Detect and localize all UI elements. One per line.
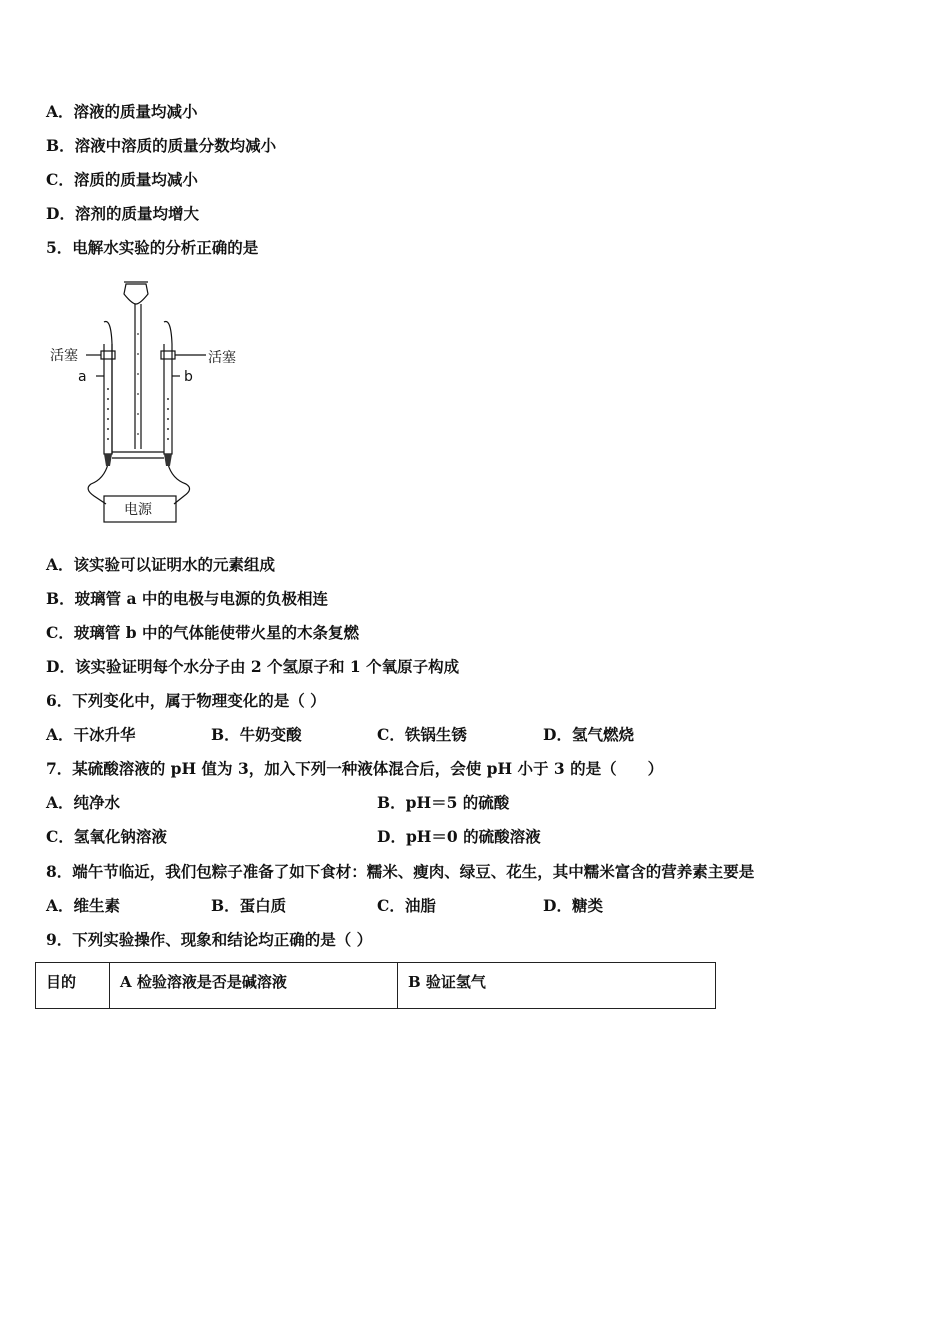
- q9-stem: 9．下列实验操作、现象和结论均正确的是（ ）: [46, 930, 373, 949]
- q8-stem: 8．端午节临近，我们包粽子准备了如下食材：糯米、瘦肉、绿豆、花生，其中糯米富含的营养素主要是: [46, 862, 755, 881]
- q8-option-a: A．维生素: [46, 896, 121, 915]
- stopcock-right-valve: [161, 351, 175, 359]
- q6-option-a: A．干冰升华: [46, 725, 136, 744]
- q5-option-d: D．该实验证明每个水分子由 2 个氢原子和 1 个氧原子构成: [46, 657, 460, 676]
- tube-b-label: b: [184, 369, 193, 385]
- stopcock-left-label: 活塞: [50, 348, 78, 364]
- table-row: [36, 963, 716, 1009]
- q7-option-a: A．纯净水: [46, 793, 121, 812]
- q8-option-b: B．蛋白质: [211, 896, 287, 915]
- q4-option-b: B．溶液中溶质的质量分数均减小: [46, 136, 277, 155]
- q5-option-b: B．玻璃管 a 中的电极与电源的负极相连: [46, 589, 328, 608]
- table-cell-option-a: A 检验溶液是否是碱溶液: [110, 963, 398, 1009]
- stopcock-left-valve: [101, 351, 115, 359]
- q4-option-d: D．溶剂的质量均增大: [46, 204, 199, 223]
- q5-stem: 5．电解水实验的分析正确的是: [46, 238, 259, 257]
- q6-option-c: C．铁锅生锈: [377, 725, 467, 744]
- q9-table: [35, 962, 716, 1009]
- q6-stem: 6．下列变化中，属于物理变化的是（ ）: [46, 691, 326, 710]
- q5-option-a: A．该实验可以证明水的元素组成: [46, 555, 276, 574]
- power-label: 电源: [124, 502, 152, 518]
- q5-option-c: C．玻璃管 b 中的气体能使带火星的木条复燃: [46, 623, 359, 642]
- q7-option-c: C．氢氧化钠溶液: [46, 827, 167, 846]
- q8-option-c: C．油脂: [377, 896, 436, 915]
- tube-a-label: a: [78, 369, 87, 385]
- q7-stem: 7．某硫酸溶液的 pH 值为 3，加入下列一种液体混合后，会使 pH 小于 3 的是（ ）: [46, 759, 664, 778]
- q7-option-b: B．pH＝5 的硫酸: [377, 793, 510, 812]
- table-cell-option-b: B 验证氢气: [398, 963, 716, 1009]
- table-cell-purpose: 目的: [36, 963, 110, 1009]
- q4-option-a: A．溶液的质量均减小: [46, 102, 198, 121]
- q6-option-d: D．氢气燃烧: [543, 725, 634, 744]
- reservoir-bulb: [124, 284, 148, 304]
- electrolysis-apparatus-figure: [46, 274, 256, 532]
- stopcock-right-label: 活塞: [208, 350, 236, 366]
- q4-option-c: C．溶质的质量均减小: [46, 170, 198, 189]
- q7-option-d: D．pH＝0 的硫酸溶液: [377, 827, 541, 846]
- q8-option-d: D．糖类: [543, 896, 603, 915]
- q6-option-b: B．牛奶变酸: [211, 725, 302, 744]
